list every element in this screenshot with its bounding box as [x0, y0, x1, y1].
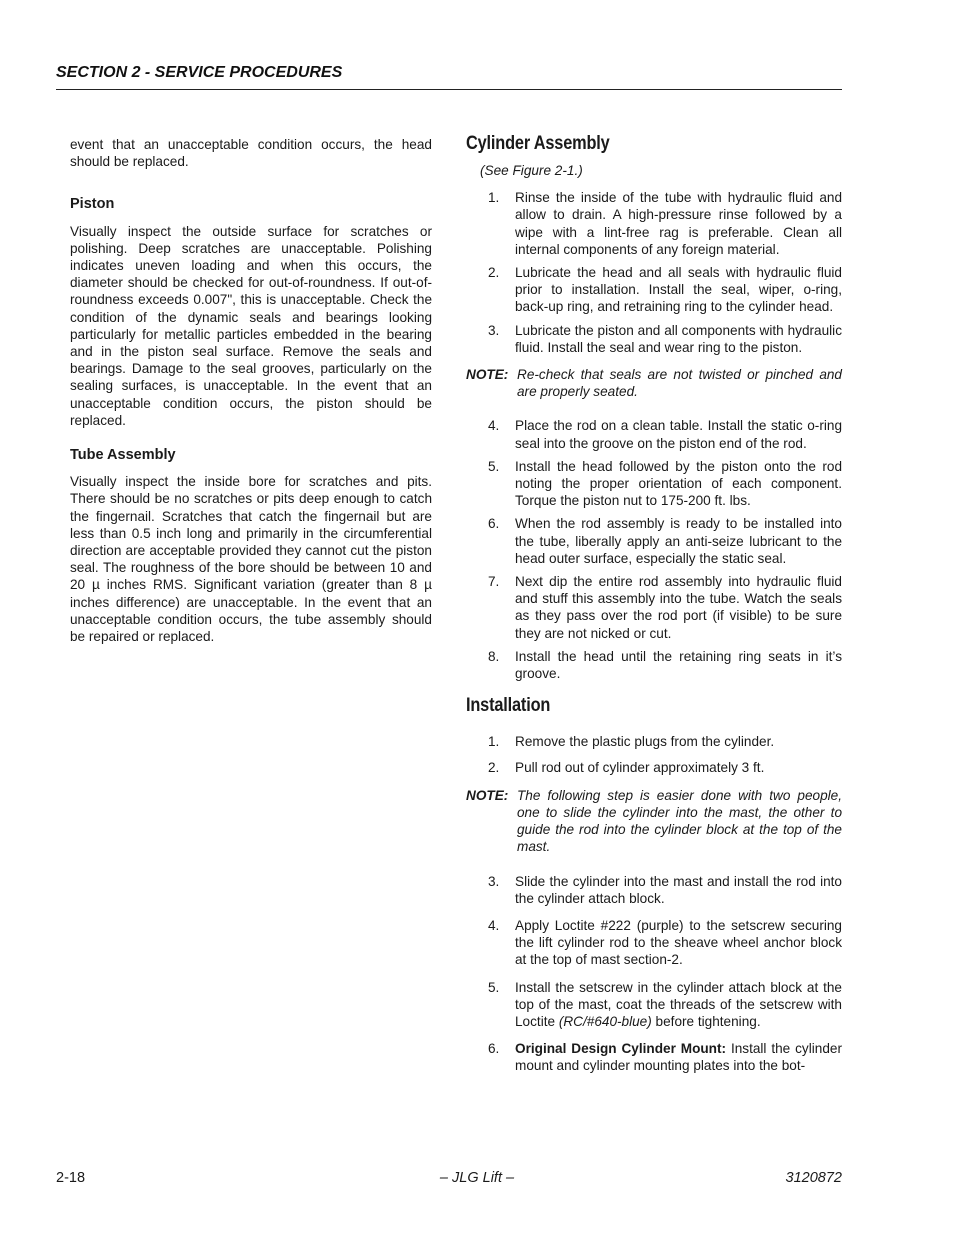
piston-paragraph: Visually inspect the outside surface for scratches or polishing. Deep scratches are unacceptable. Polishing indicates uneven loading and when this occurs, the diameter should be checked for out-of-roundness. If out-of-roundness exceeds 0.007", this is unacceptable. Check the condition of the dynamic seals and bearings looking particularly for metallic particles embedded in the bearing and in the piston seal surface. Remove the seals and bearings. Damage to the seal grooves, particularly on the sealing surfaces, is unacceptable. In the event that an unacceptable condition occurs, the piston should be replaced.: [70, 223, 432, 428]
left-column: [70, 136, 432, 645]
step-text: When the rod assembly is ready to be installed into the tube, liberally apply an anti-seize lubricant to the head outer surface, especially the static seal.: [515, 516, 842, 566]
step-text: Install the head until the retaining ring seats in it’s groove.: [515, 648, 842, 682]
tube-assembly-paragraph: Visually inspect the inside bore for scratches and pits. There should be no scratches or pits deep enough to catch the fingernail. Scratches that catch the fingernail but are less than 0.5 inch long and primarily in the circumferential direction are acceptable provided they cannot cut the piston seal. The roughness of the bore should be between 10 and 20 µ inches RMS. Significant variation (greater than 8 µ inches difference) are unacceptable. In the event that an unacceptable condition occurs, the tube assembly should be repaired or replaced.: [70, 474, 432, 645]
intro-paragraph: event that an unacceptable condition occurs, the head should be replaced.: [70, 137, 432, 170]
tube-assembly-heading: Tube Assembly: [70, 447, 176, 464]
list-item: [466, 189, 842, 258]
installation-steps-list-continued: [466, 873, 842, 1075]
note-label: NOTE:: [466, 787, 509, 803]
list-item: [466, 515, 842, 567]
list-item: [466, 458, 842, 510]
right-column: [466, 132, 842, 1075]
piston-heading: Piston: [70, 196, 115, 213]
list-item: [466, 322, 842, 356]
step-text: Install the head followed by the piston onto the rod noting the proper orientation of each component. Torque the piston nut to 175-200 ft. lbs.: [515, 458, 842, 509]
step-number: 4.: [488, 418, 500, 434]
step-text: Place the rod on a clean table. Install the static o-ring seal into the groove on the piston end of the rod.: [515, 418, 842, 451]
figure-reference: (See Figure 2-1.): [480, 163, 583, 178]
step-text: Lubricate the head and all seals with hydraulic fluid prior to installation. Install the seal, wiper, o-ring, back-up ring, and retraining ring to the cylinder head.: [515, 265, 842, 315]
step-text: Slide the cylinder into the mast and install the rod into the cylinder attach block.: [515, 873, 842, 906]
step-number: 3.: [488, 322, 500, 338]
step-number: 3.: [488, 873, 500, 889]
cylinder-note: [466, 366, 842, 400]
step-text: Lubricate the piston and all components with hydraulic fluid. Install the seal and wear ring to the piston.: [515, 322, 842, 355]
cylinder-steps-list: [466, 189, 842, 356]
note-label: NOTE:: [466, 367, 509, 383]
list-item: [466, 1040, 842, 1074]
step-bold-label: Original Design Cylinder Mount:: [515, 1041, 727, 1057]
step-number: 6.: [488, 516, 500, 532]
cylinder-steps-list-continued: [466, 417, 842, 682]
step-text: Install the cylinder mount and cylinder mounting plates into the bot-: [515, 1041, 842, 1074]
list-item: [466, 264, 842, 316]
list-item: [466, 733, 842, 750]
step-text-end: before tightening.: [651, 1013, 761, 1029]
list-item: [466, 917, 842, 969]
installation-steps-list: [466, 733, 842, 776]
note-text: Re-check that seals are not twisted or pinched and are properly seated.: [517, 367, 842, 400]
list-item: [466, 417, 842, 451]
step-text: Remove the plastic plugs from the cylinder.: [515, 734, 775, 750]
step-number: 8.: [488, 648, 500, 664]
step-number: 1.: [488, 734, 500, 750]
step-number: 5.: [488, 979, 500, 995]
step-text: Apply Loctite #222 (purple) to the setscrew securing the lift cylinder rod to the sheave wheel anchor block at the top of mast section-2.: [515, 917, 842, 968]
step-number: 4.: [488, 917, 500, 933]
step-text: Install the setscrew in the cylinder attach block at the top of the mast, coat the threads of the setscrew with Loctite: [515, 979, 842, 1029]
header-divider: [56, 89, 842, 90]
step-number: 6.: [488, 1041, 500, 1057]
step-number: 1.: [488, 190, 500, 206]
footer-brand: – JLG Lift –: [439, 1170, 515, 1186]
list-item: [466, 648, 842, 682]
section-header: SECTION 2 - SERVICE PROCEDURES: [56, 64, 343, 81]
document-number: 3120872: [785, 1170, 842, 1186]
page-number: 2-18: [56, 1170, 86, 1186]
list-item: [466, 759, 842, 776]
cylinder-assembly-heading: Cylinder Assembly: [466, 133, 610, 154]
step-number: 2.: [488, 760, 500, 776]
list-item: [466, 573, 842, 642]
step-number: 2.: [488, 265, 500, 281]
step-text: Pull rod out of cylinder approximately 3 ft.: [515, 760, 765, 776]
step-number: 7.: [488, 574, 500, 590]
list-item: [466, 979, 842, 1031]
loctite-spec: (RC/#640-blue): [558, 1013, 652, 1029]
installation-note: [466, 787, 842, 856]
installation-heading: Installation: [466, 695, 551, 717]
list-item: [466, 873, 842, 907]
step-number: 5.: [488, 458, 500, 474]
step-text: Next dip the entire rod assembly into hydraulic fluid and stuff this assembly into the tube. Watch the seals as they pass over the rod port (if visible) to be sure they are not nicked or cut.: [515, 574, 842, 641]
step-text: Rinse the inside of the tube with hydraulic fluid and allow to drain. A high-pressure rinse followed by a wipe with a lint-free rag is preferable. Clean all internal components of any foreign material.: [515, 190, 842, 257]
note-text: The following step is easier done with two people, one to slide the cylinder into the mast, the other to guide the rod into the cylinder block at the top of the mast.: [517, 787, 842, 855]
